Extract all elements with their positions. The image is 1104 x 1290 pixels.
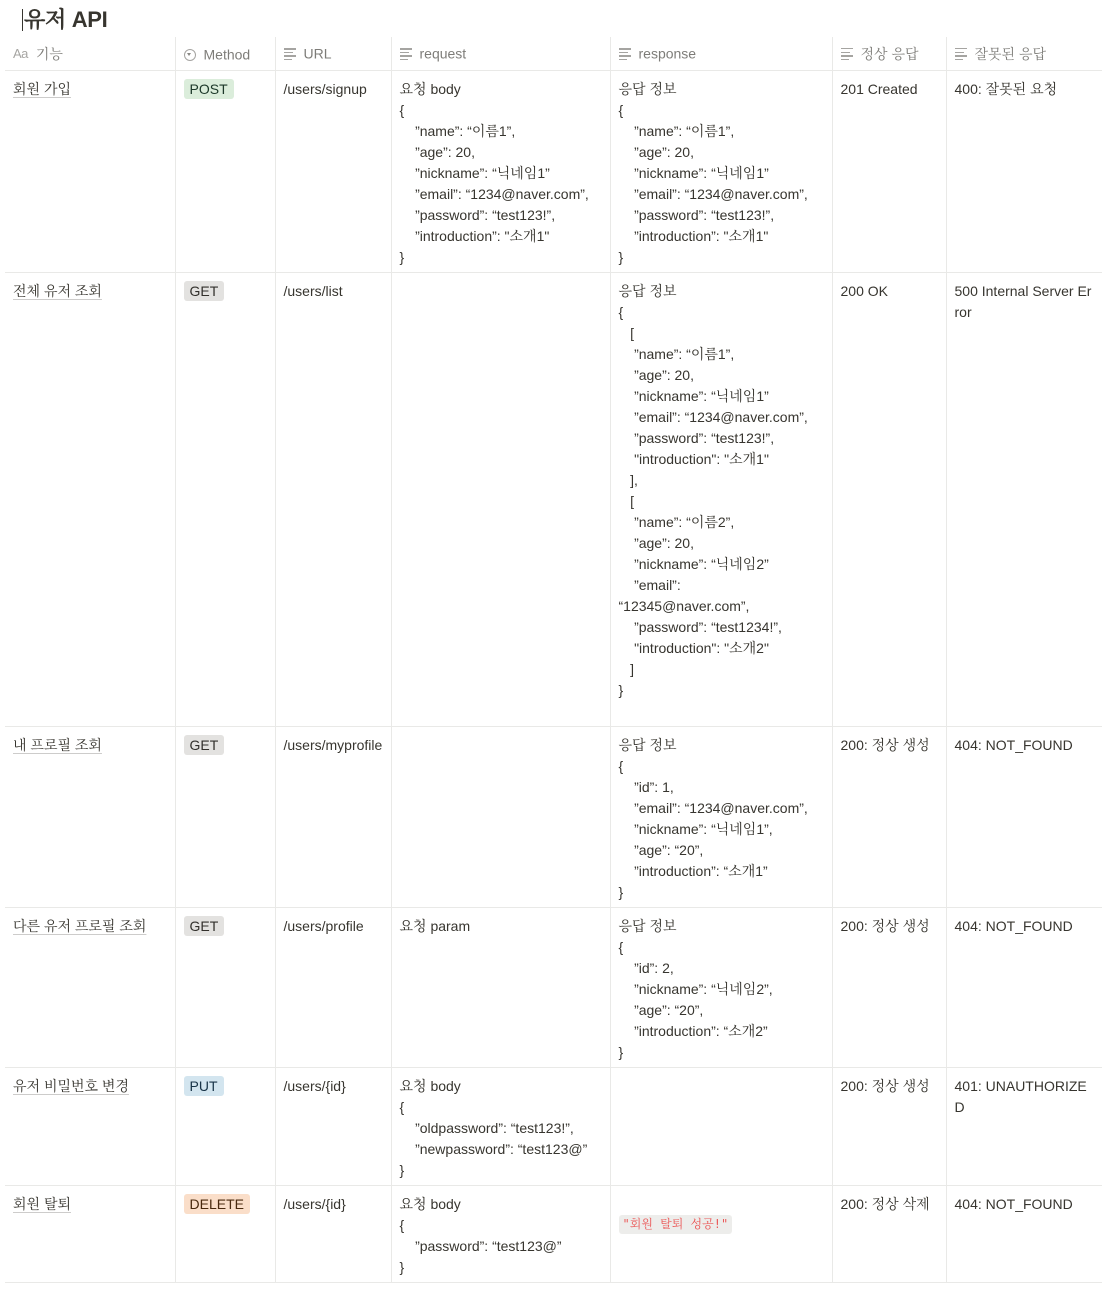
cell-request[interactable] — [391, 1068, 610, 1186]
cell-method[interactable] — [175, 1186, 275, 1283]
cell-name[interactable] — [5, 727, 175, 908]
cell-ok[interactable] — [832, 71, 946, 273]
url-text: /users/{id} — [283, 1196, 346, 1212]
api-database-table — [5, 37, 1102, 1283]
row-title[interactable]: 회원 탈퇴 — [13, 1196, 71, 1212]
column-header-url[interactable] — [275, 37, 391, 71]
text-cursor — [22, 9, 23, 31]
column-header-request[interactable] — [391, 37, 610, 71]
text-property-icon — [619, 45, 631, 63]
cell-name[interactable] — [5, 1186, 175, 1283]
response-inline-code: "회원 탈퇴 성공!" — [619, 1215, 733, 1234]
cell-url[interactable] — [275, 71, 391, 273]
request-text: 요청 param — [399, 918, 471, 934]
error-text: 401: UNAUTHORIZED — [954, 1078, 1087, 1115]
cell-method[interactable] — [175, 908, 275, 1068]
select-property-icon — [184, 46, 196, 62]
cell-response[interactable] — [610, 71, 832, 273]
cell-request[interactable] — [391, 273, 610, 727]
response-text: 응답 정보 { [ ”name”: “이름1”, ”age”: 20, ”nickname”: “닉네임1” ”email”: “1234@naver.com”, ”password”: “test123!”, "introduction": "소개1" ], [ ”name”: “이름2”, ”age”: 20, ”nickname”: “닉네임2” ”email”: “12345@naver.com”, ”password”: “test1234!”, "introduction": "소개2" ] } — [618, 283, 808, 698]
cell-request[interactable] — [391, 908, 610, 1068]
row-title[interactable]: 전체 유저 조회 — [13, 283, 102, 299]
table-row — [5, 71, 1102, 273]
cell-url[interactable] — [275, 1186, 391, 1283]
cell-error[interactable] — [946, 727, 1102, 908]
row-title[interactable]: 유저 비밀번호 변경 — [13, 1078, 129, 1094]
ok-text: 200: 정상 생성 — [840, 737, 930, 753]
error-text: 404: NOT_FOUND — [954, 737, 1073, 753]
text-property-icon — [955, 45, 967, 63]
url-text: /users/myprofile — [283, 737, 383, 753]
cell-ok[interactable] — [832, 1186, 946, 1283]
error-text: 400: 잘못된 요청 — [954, 81, 1058, 97]
cell-response[interactable] — [610, 1068, 832, 1186]
cell-url[interactable] — [275, 273, 391, 727]
column-header-response[interactable] — [610, 37, 832, 71]
error-text: 404: NOT_FOUND — [954, 918, 1073, 934]
method-tag: GET — [184, 916, 225, 936]
table-row — [5, 273, 1102, 727]
cell-error[interactable] — [946, 273, 1102, 727]
cell-method[interactable] — [175, 1068, 275, 1186]
url-text: /users/list — [283, 283, 343, 299]
page-title[interactable] — [22, 4, 108, 36]
ok-text: 200: 정상 생성 — [840, 1078, 930, 1094]
cell-error[interactable] — [946, 71, 1102, 273]
cell-request[interactable] — [391, 71, 610, 273]
error-text: 404: NOT_FOUND — [954, 1196, 1073, 1212]
row-title[interactable]: 내 프로필 조회 — [13, 737, 102, 753]
column-header-label: 정상 응답 — [860, 45, 919, 62]
ok-text: 200: 정상 생성 — [840, 918, 930, 934]
page-title-text: 유저 API — [24, 7, 108, 32]
cell-name[interactable] — [5, 1068, 175, 1186]
table-row — [5, 908, 1102, 1068]
error-text: 500 Internal Server Error — [954, 283, 1092, 320]
request-text: 요청 body { ”oldpassword”: “test123!”, ”newpassword”: “test123@” } — [399, 1078, 588, 1178]
cell-name[interactable] — [5, 273, 175, 727]
column-header-label: 기능 — [35, 45, 63, 62]
cell-ok[interactable] — [832, 273, 946, 727]
table-header-row — [5, 37, 1102, 71]
cell-response[interactable] — [610, 273, 832, 727]
column-header-error[interactable] — [946, 37, 1102, 71]
column-header-label: 잘못된 응답 — [974, 45, 1047, 62]
ok-text: 200 OK — [840, 283, 888, 299]
cell-name[interactable] — [5, 908, 175, 1068]
request-text: 요청 body { ”name”: “이름1”, ”age”: 20, ”nickname”: “닉네임1” ”email”: “1234@naver.com”, ”password”: “test123!”, ”introduction”: "소개1" } — [399, 81, 589, 265]
title-property-icon: Aa — [13, 46, 28, 61]
column-header-name[interactable] — [5, 37, 175, 71]
cell-error[interactable] — [946, 1186, 1102, 1283]
cell-request[interactable] — [391, 1186, 610, 1283]
column-header-ok[interactable] — [832, 37, 946, 71]
column-header-label: response — [638, 45, 697, 62]
text-property-icon — [284, 45, 296, 63]
ok-text: 200: 정상 삭제 — [840, 1196, 930, 1212]
column-header-label: Method — [203, 46, 251, 63]
table-row — [5, 1068, 1102, 1186]
column-header-label: URL — [303, 45, 332, 62]
url-text: /users/{id} — [283, 1078, 346, 1094]
cell-response[interactable] — [610, 1186, 832, 1283]
method-tag: POST — [184, 79, 234, 99]
row-title[interactable]: 다른 유저 프로필 조회 — [13, 918, 147, 934]
cell-response[interactable] — [610, 727, 832, 908]
method-tag: PUT — [184, 1076, 224, 1096]
row-title[interactable]: 회원 가입 — [13, 81, 71, 97]
cell-request[interactable] — [391, 727, 610, 908]
cell-method[interactable] — [175, 273, 275, 727]
cell-url[interactable] — [275, 908, 391, 1068]
cell-url[interactable] — [275, 727, 391, 908]
cell-ok[interactable] — [832, 1068, 946, 1186]
cell-response[interactable] — [610, 908, 832, 1068]
cell-method[interactable] — [175, 71, 275, 273]
cell-ok[interactable] — [832, 727, 946, 908]
response-text: 응답 정보 { ”id”: 1, ”email”: “1234@naver.com”, ”nickname”: “닉네임1”, ”age”: “20”, ”introduction”: “소개1” } — [618, 737, 808, 900]
cell-url[interactable] — [275, 1068, 391, 1186]
method-tag: GET — [184, 735, 225, 755]
request-text: 요청 body { ”password”: “test123@” } — [399, 1196, 562, 1275]
cell-ok[interactable] — [832, 908, 946, 1068]
text-property-icon — [400, 45, 412, 63]
method-tag: DELETE — [184, 1194, 250, 1214]
url-text: /users/profile — [283, 918, 364, 934]
column-header-method[interactable] — [175, 37, 275, 71]
response-text: 응답 정보 { ”id”: 2, ”nickname”: “닉네임2”, ”age”: “20”, ”introduction”: “소개2” } — [618, 918, 773, 1060]
method-tag: GET — [184, 281, 225, 301]
text-property-icon — [841, 45, 853, 63]
column-header-label: request — [419, 45, 467, 62]
cell-name[interactable] — [5, 71, 175, 273]
cell-method[interactable] — [175, 727, 275, 908]
table-row — [5, 1186, 1102, 1283]
response-text: 응답 정보 { ”name”: “이름1”, ”age”: 20, ”nickname”: “닉네임1” ”email”: “1234@naver.com”, ”password”: “test123!”, ”introduction”: "소개1" } — [618, 81, 808, 265]
cell-error[interactable] — [946, 1068, 1102, 1186]
url-text: /users/signup — [283, 81, 367, 97]
table-row — [5, 727, 1102, 908]
cell-error[interactable] — [946, 908, 1102, 1068]
ok-text: 201 Created — [840, 81, 918, 97]
